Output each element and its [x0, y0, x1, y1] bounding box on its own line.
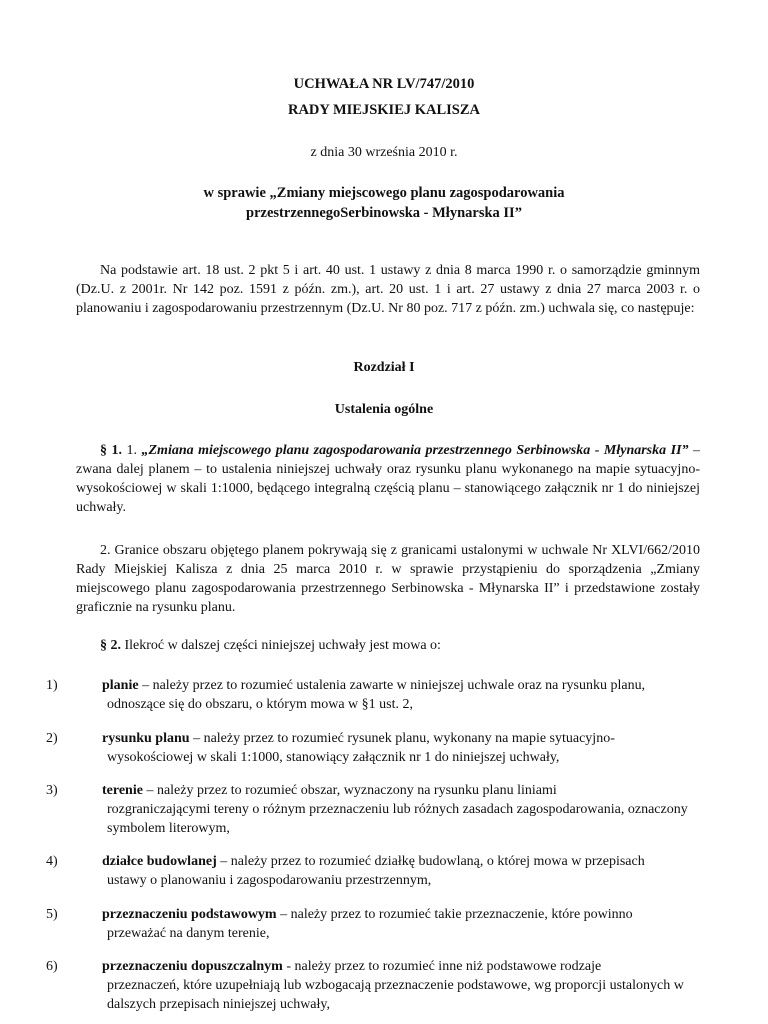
- definition-continuation: wysokościowej w skali 1:1000, stanowiący załącznik nr 1 do niniejszej uchwały,: [107, 750, 560, 765]
- section-1-rest: – zwana dalej planem – to ustalenia niniejszej uchwały oraz rysunku planu wykonanego na mapie sytuacyjno-wysokościowej w skali 1:1000, będącego integralną częścią planu – stanowiącego załącznik nr 1 do niniejszej uchwały.: [76, 443, 701, 515]
- definition-number: 3): [46, 783, 58, 798]
- section-1-para-1: [76, 441, 700, 517]
- section-2-intro: [76, 636, 700, 655]
- definition-text: – należy przez to rozumieć działkę budowlaną, o której mowa w przepisach: [220, 854, 645, 869]
- definition-number: 5): [46, 907, 58, 922]
- definition-text: – należy przez to rozumieć ustalenia zawarte w niniejszej uchwale oraz na rysunku planu,: [142, 678, 646, 693]
- resolution-body: RADY MIEJSKIEJ KALISZA: [287, 102, 481, 118]
- chapter-subtitle: Ustalenia ogólne: [334, 402, 434, 417]
- definition-continuation: ustawy o planowaniu i zagospodarowaniu przestrzennym,: [107, 873, 432, 888]
- definition-term: rysunku planu: [102, 731, 190, 746]
- plan-name: „Zmiana miejscowego planu zagospodarowania przestrzennego Serbinowska - Młynarska II”: [141, 443, 689, 458]
- subject-line-1: w sprawie „Zmiany miejscowego planu zagospodarowania: [203, 185, 565, 201]
- chapter-title: Rozdział I: [353, 360, 415, 375]
- resolution-date: z dnia 30 września 2010 r.: [310, 145, 458, 160]
- definition-term: przeznaczeniu dopuszczalnym: [102, 959, 283, 974]
- definition-number: 4): [46, 854, 58, 869]
- definition-number: 2): [46, 731, 58, 746]
- definition-term: przeznaczeniu podstawowym: [102, 907, 277, 922]
- section-2-mark: § 2.: [100, 638, 121, 653]
- section-1-num: 1.: [126, 443, 137, 458]
- definition-text: – należy przez to rozumieć rysunek planu, wykonany na mapie sytuacyjno-: [193, 731, 615, 746]
- definition-term: działce budowlanej: [102, 854, 217, 869]
- section-1-mark: § 1.: [100, 443, 122, 458]
- section-2-text: Ilekroć w dalszej części niniejszej uchwały jest mowa o:: [124, 638, 441, 653]
- definition-continuation: przeważać na danym terenie,: [107, 926, 270, 941]
- definition-text: – należy przez to rozumieć takie przeznaczenie, które powinno: [280, 907, 633, 922]
- definition-continuation: odnoszące się do obszaru, o którym mowa w §1 ust. 2,: [107, 697, 413, 712]
- definition-text: – należy przez to rozumieć obszar, wyznaczony na rysunku planu liniami: [146, 783, 557, 798]
- definition-continuation: rozgraniczającymi tereny o różnym przeznaczeniu lub różnych zasadach zagospodarowania, oznaczony symbolem literowym,: [107, 802, 688, 836]
- resolution-title: UCHWAŁA NR LV/747/2010: [293, 76, 475, 92]
- definition-term: planie: [102, 678, 139, 693]
- definition-number: 6): [46, 959, 58, 974]
- definition-term: terenie: [102, 783, 143, 798]
- preamble: Na podstawie art. 18 ust. 2 pkt 5 i art. 40 ust. 1 ustawy z dnia 8 marca 1990 r. o samorządzie gminnym (Dz.U. z 2001r. Nr 142 poz. 1591 z późn. zm.), art. 20 ust. 1 i art. 27 ustawy z dnia 27 marca 2003 r. o planowaniu i zagospodarowaniu przestrzennym (Dz.U. Nr 80 poz. 717 z późn. zm.) uchwala się, co następuje:: [76, 263, 700, 316]
- definition-number: 1): [46, 678, 58, 693]
- definition-continuation: przeznaczeń, które uzupełniają lub wzbogacają przeznaczenie podstawowe, wg proporcji ustalonych w dalszych przepisach niniejszej uchwały,: [107, 978, 684, 1012]
- definition-text: - należy przez to rozumieć inne niż podstawowe rodzaje: [286, 959, 602, 974]
- subject-line-2: przestrzennegoSerbinowska - Młynarska II”: [246, 205, 522, 221]
- section-1-para-2: 2. Granice obszaru objętego planem pokrywają się z granicami ustalonymi w uchwale Nr XLVI/662/2010 Rady Miejskiej Kalisza z dnia 25 marca 2010 r. w sprawie przystąpieniu do sporządzenia „Zmiany miejscowego planu zagospodarowania przestrzennego Serbinowska - Młynarska II” i przedstawione zostały graficznie na rysunku planu.: [76, 543, 700, 615]
